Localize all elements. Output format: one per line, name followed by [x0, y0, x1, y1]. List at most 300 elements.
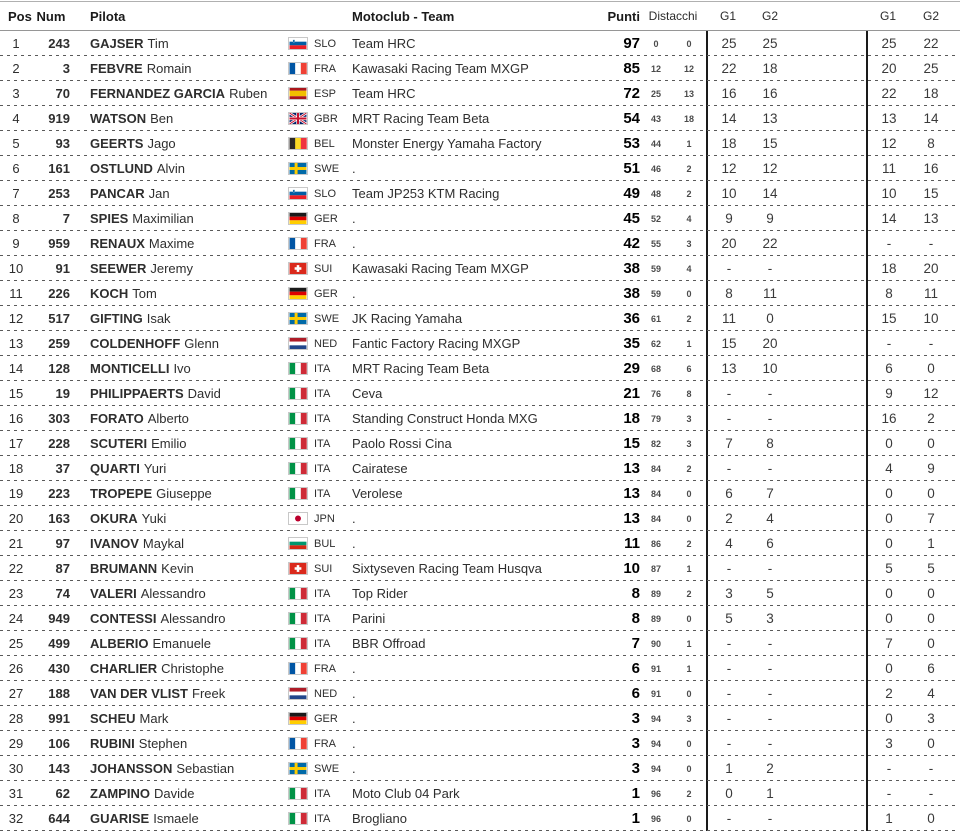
- table-row: [0, 731, 960, 756]
- table-row: [0, 631, 960, 656]
- rider-name-cell: [70, 581, 288, 606]
- gap-to-previous-cell: 4: [686, 213, 692, 224]
- mid-spacer: [790, 481, 866, 506]
- gap-to-previous-cell: 2: [686, 538, 692, 549]
- team-cell: Parini: [352, 611, 386, 626]
- table-row: [0, 206, 960, 231]
- points-cell: 7: [631, 635, 640, 652]
- race1-gp2-points-cell: 5: [866, 556, 910, 581]
- race1-points-cell: 7: [706, 431, 750, 456]
- gap-to-leader-cell: 76: [650, 388, 661, 399]
- race2-points-cell: 5: [766, 586, 774, 601]
- header-punti: Punti: [607, 8, 640, 24]
- country-code: SWE: [314, 762, 340, 775]
- rider-surname: SEEWER: [90, 261, 147, 276]
- gap-to-previous-cell: 2: [686, 313, 692, 324]
- race2-gp2-points-cell: 12: [923, 386, 939, 401]
- rider-surname: OSTLUND: [90, 161, 153, 176]
- race1-gp2-points-cell: 0: [866, 481, 910, 506]
- points-cell: 85: [623, 60, 640, 77]
- race2-points-cell: -: [767, 461, 773, 476]
- gap-to-previous-cell: 2: [686, 163, 692, 174]
- header-team: Motoclub - Team: [352, 8, 455, 24]
- rider-name-cell: [70, 431, 288, 456]
- slo-flag-icon: [288, 31, 310, 56]
- race1-gp2-points-cell: 7: [866, 631, 910, 656]
- team-cell: MRT Racing Team Beta: [352, 361, 490, 376]
- country-code: ITA: [314, 462, 331, 475]
- mid-spacer: [790, 706, 866, 731]
- race1-gp2-points-cell: 0: [866, 581, 910, 606]
- jpn-flag-icon: [288, 506, 310, 531]
- position-cell: 16: [8, 411, 24, 426]
- rider-name-cell: [70, 406, 288, 431]
- rider-firstname: Jeremy: [150, 261, 193, 276]
- position-cell: 7: [12, 186, 20, 201]
- rider-firstname: Maxime: [148, 236, 195, 251]
- race-number-cell: 74: [55, 586, 70, 601]
- gap-to-leader-cell: 84: [650, 463, 661, 474]
- race2-gp2-points-cell: 9: [927, 461, 935, 476]
- team-cell: .: [352, 161, 356, 176]
- mid-spacer: [790, 631, 866, 656]
- rider-firstname: Alvin: [156, 161, 186, 176]
- team-cell: JK Racing Yamaha: [352, 311, 463, 326]
- position-cell: 6: [12, 161, 20, 176]
- race1-gp2-points-cell: 6: [866, 356, 910, 381]
- end-spacer: [952, 556, 960, 581]
- race2-points-cell: -: [767, 686, 773, 701]
- race-number-cell: 253: [48, 186, 70, 201]
- table-row: [0, 681, 960, 706]
- team-cell: Team HRC: [352, 86, 416, 101]
- country-code: ITA: [314, 412, 331, 425]
- race-number-cell: 128: [48, 361, 70, 376]
- rider-name-cell: [70, 331, 288, 356]
- gap-to-leader-cell: 86: [650, 538, 661, 549]
- swe-flag-icon: [288, 156, 310, 181]
- mid-spacer: [790, 106, 866, 131]
- end-spacer: [952, 581, 960, 606]
- rider-firstname: Alessandro: [140, 586, 206, 601]
- mid-spacer: [790, 206, 866, 231]
- rider-name-cell: [70, 681, 288, 706]
- race1-gp2-points-cell: 9: [866, 381, 910, 406]
- race1-points-cell: -: [706, 806, 750, 831]
- table-row: [0, 306, 960, 331]
- race1-gp2-points-cell: 0: [866, 706, 910, 731]
- mid-spacer: [790, 281, 866, 306]
- rider-firstname: Stephen: [138, 736, 188, 751]
- mid-spacer: [790, 556, 866, 581]
- fra-flag-icon: [288, 656, 310, 681]
- race1-points-cell: 12: [706, 156, 750, 181]
- race2-points-cell: 9: [766, 211, 774, 226]
- table-row: [0, 256, 960, 281]
- rider-firstname: Romain: [146, 61, 192, 76]
- race2-points-cell: 11: [762, 286, 777, 301]
- gap-to-leader-cell: 91: [650, 688, 661, 699]
- country-code: FRA: [314, 62, 336, 75]
- team-cell: .: [352, 211, 356, 226]
- mid-spacer: [790, 381, 866, 406]
- gap-to-leader-cell: 96: [650, 788, 661, 799]
- gap-to-leader-cell: 0: [653, 38, 659, 49]
- team-cell: Paolo Rossi Cina: [352, 436, 452, 451]
- race-number-cell: 644: [48, 811, 70, 826]
- race1-gp2-points-cell: 0: [866, 606, 910, 631]
- rider-surname: COLDENHOFF: [90, 336, 181, 351]
- mid-spacer: [790, 431, 866, 456]
- position-cell: 25: [8, 636, 24, 651]
- rider-surname: BRUMANN: [90, 561, 158, 576]
- rider-surname: JOHANSSON: [90, 761, 173, 776]
- country-code: SUI: [314, 562, 333, 575]
- gap-to-leader-cell: 87: [650, 563, 661, 574]
- team-cell: Kawasaki Racing Team MXGP: [352, 61, 529, 76]
- gap-to-previous-cell: 2: [686, 188, 692, 199]
- gap-to-previous-cell: 13: [683, 88, 694, 99]
- race1-gp2-points-cell: -: [866, 231, 910, 256]
- gap-to-previous-cell: 1: [686, 138, 692, 149]
- race1-gp2-points-cell: 0: [866, 531, 910, 556]
- gap-to-leader-cell: 94: [650, 738, 661, 749]
- position-cell: 5: [12, 136, 20, 151]
- race-number-cell: 430: [48, 661, 70, 676]
- race2-gp2-points-cell: -: [928, 786, 934, 801]
- ger-flag-icon: [288, 281, 310, 306]
- table-row: [0, 481, 960, 506]
- country-code: GER: [314, 712, 338, 725]
- rider-surname: GUARISE: [90, 811, 150, 826]
- points-cell: 6: [631, 660, 640, 677]
- points-cell: 15: [623, 435, 640, 452]
- rider-firstname: Maykal: [142, 536, 185, 551]
- race-number-cell: 62: [55, 786, 70, 801]
- team-cell: .: [352, 686, 356, 701]
- race-number-cell: 303: [48, 411, 70, 426]
- race2-gp2-points-cell: 1: [927, 536, 935, 551]
- position-cell: 17: [8, 436, 24, 451]
- gap-to-leader-cell: 48: [650, 188, 661, 199]
- team-cell: .: [352, 761, 356, 776]
- gap-to-leader-cell: 94: [650, 713, 661, 724]
- position-cell: 3: [12, 86, 20, 101]
- position-cell: 12: [8, 311, 24, 326]
- rider-surname: WATSON: [90, 111, 147, 126]
- points-cell: 38: [623, 260, 640, 277]
- race1-points-cell: -: [706, 631, 750, 656]
- position-cell: 15: [8, 386, 24, 401]
- race2-gp2-points-cell: 0: [927, 811, 935, 826]
- position-cell: 28: [8, 711, 24, 726]
- country-code: ITA: [314, 387, 331, 400]
- race1-gp2-points-cell: 0: [866, 431, 910, 456]
- table-row: [0, 156, 960, 181]
- country-code: GER: [314, 287, 338, 300]
- race1-points-cell: 18: [706, 131, 750, 156]
- rider-firstname: Emanuele: [152, 636, 212, 651]
- rider-name-cell: [70, 806, 288, 831]
- rider-surname: FERNANDEZ GARCIA: [90, 86, 226, 101]
- rider-firstname: Isak: [146, 311, 171, 326]
- race1-points-cell: 8: [706, 281, 750, 306]
- race2-gp2-points-cell: 5: [927, 561, 935, 576]
- gap-to-leader-cell: 52: [650, 213, 661, 224]
- gap-to-previous-cell: 18: [683, 113, 694, 124]
- race2-gp2-points-cell: 11: [923, 286, 938, 301]
- team-cell: Brogliano: [352, 811, 407, 826]
- race-number-cell: 226: [48, 286, 70, 301]
- team-cell: Sixtyseven Racing Team Husqva: [352, 561, 542, 576]
- rider-firstname: Sebastian: [176, 761, 235, 776]
- end-spacer: [952, 231, 960, 256]
- rider-surname: GIFTING: [90, 311, 143, 326]
- country-code: ITA: [314, 362, 331, 375]
- race1-points-cell: 14: [706, 106, 750, 131]
- gap-to-previous-cell: 1: [686, 663, 692, 674]
- points-cell: 51: [623, 160, 640, 177]
- gap-to-leader-cell: 79: [650, 413, 661, 424]
- race-number-cell: 499: [48, 636, 70, 651]
- team-cell: Moto Club 04 Park: [352, 786, 460, 801]
- rider-firstname: Mark: [139, 711, 169, 726]
- bel-flag-icon: [288, 131, 310, 156]
- race2-points-cell: 12: [762, 161, 778, 176]
- race2-points-cell: 25: [762, 36, 778, 51]
- gap-to-previous-cell: 2: [686, 788, 692, 799]
- race1-points-cell: 9: [706, 206, 750, 231]
- gap-to-previous-cell: 0: [686, 38, 692, 49]
- end-spacer: [952, 406, 960, 431]
- race-number-cell: 223: [48, 486, 70, 501]
- race1-gp2-points-cell: 1: [866, 806, 910, 831]
- header-pos: Pos: [8, 8, 32, 24]
- race1-gp2-points-cell: 20: [866, 56, 910, 81]
- rider-name-cell: [70, 706, 288, 731]
- race1-points-cell: 2: [706, 506, 750, 531]
- country-code: GBR: [314, 112, 338, 125]
- gbr-flag-icon: [288, 106, 310, 131]
- rider-surname: ZAMPINO: [90, 786, 150, 801]
- table-row: [0, 181, 960, 206]
- end-spacer: [952, 756, 960, 781]
- table-row: [0, 81, 960, 106]
- table-row: [0, 756, 960, 781]
- race1-gp2-points-cell: 0: [866, 506, 910, 531]
- race2-gp2-points-cell: 3: [927, 711, 935, 726]
- position-cell: 21: [8, 536, 24, 551]
- gap-to-leader-cell: 59: [650, 263, 661, 274]
- rider-firstname: Ivo: [173, 361, 191, 376]
- end-spacer: [952, 181, 960, 206]
- rider-firstname: Maximilian: [132, 211, 194, 226]
- table-row: [0, 281, 960, 306]
- race2-points-cell: -: [767, 636, 773, 651]
- race2-gp2-points-cell: 0: [927, 361, 935, 376]
- table-row: [0, 606, 960, 631]
- race2-points-cell: -: [767, 261, 773, 276]
- race1-points-cell: 0: [706, 781, 750, 806]
- gap-to-previous-cell: 0: [686, 513, 692, 524]
- team-cell: Verolese: [352, 486, 403, 501]
- table-row: [0, 706, 960, 731]
- rider-surname: PANCAR: [90, 186, 145, 201]
- header-flag-spacer: [288, 2, 310, 30]
- points-cell: 97: [623, 35, 640, 52]
- race2-points-cell: 7: [766, 486, 774, 501]
- mid-spacer: [790, 781, 866, 806]
- ger-flag-icon: [288, 206, 310, 231]
- gap-to-leader-cell: 82: [650, 438, 661, 449]
- rider-name-cell: [70, 81, 288, 106]
- mid-spacer: [790, 756, 866, 781]
- team-cell: .: [352, 511, 356, 526]
- race2-gp2-points-cell: 0: [927, 736, 935, 751]
- esp-flag-icon: [288, 81, 310, 106]
- country-code: SUI: [314, 262, 333, 275]
- race1-points-cell: 5: [706, 606, 750, 631]
- ita-flag-icon: [288, 631, 310, 656]
- gap-to-previous-cell: 3: [686, 238, 692, 249]
- gap-to-leader-cell: 46: [650, 163, 661, 174]
- team-cell: Team JP253 KTM Racing: [352, 186, 500, 201]
- rider-surname: TROPEPE: [90, 486, 153, 501]
- race2-points-cell: 10: [762, 361, 778, 376]
- rider-firstname: Ismaele: [153, 811, 199, 826]
- gap-to-leader-cell: 90: [650, 638, 661, 649]
- end-spacer: [952, 256, 960, 281]
- race-number-cell: 7: [62, 211, 70, 226]
- header-num: Num: [36, 8, 66, 24]
- position-cell: 19: [8, 486, 24, 501]
- gap-to-previous-cell: 0: [686, 613, 692, 624]
- gap-to-leader-cell: 94: [650, 763, 661, 774]
- table-row: [0, 806, 960, 831]
- race2-points-cell: -: [767, 561, 773, 576]
- header-gap-spacer: [790, 2, 866, 30]
- points-cell: 3: [631, 710, 640, 727]
- ita-flag-icon: [288, 356, 310, 381]
- team-cell: Cairatese: [352, 461, 408, 476]
- gap-to-leader-cell: 12: [650, 63, 661, 74]
- end-spacer: [952, 131, 960, 156]
- end-spacer: [952, 156, 960, 181]
- points-cell: 13: [623, 485, 640, 502]
- points-cell: 29: [623, 360, 640, 377]
- country-code: ITA: [314, 587, 331, 600]
- race2-gp2-points-cell: 16: [923, 161, 939, 176]
- country-code: BEL: [314, 137, 335, 150]
- race-number-cell: 37: [55, 461, 70, 476]
- mid-spacer: [790, 606, 866, 631]
- race1-points-cell: -: [706, 681, 750, 706]
- race2-points-cell: 3: [766, 611, 774, 626]
- race-number-cell: 70: [55, 86, 70, 101]
- race2-points-cell: 18: [762, 61, 778, 76]
- rider-name-cell: [70, 31, 288, 56]
- rider-firstname: Giuseppe: [156, 486, 212, 501]
- rider-firstname: Yuki: [141, 511, 167, 526]
- end-spacer: [952, 331, 960, 356]
- race1-gp2-points-cell: 16: [866, 406, 910, 431]
- sui-flag-icon: [288, 556, 310, 581]
- swe-flag-icon: [288, 306, 310, 331]
- fra-flag-icon: [288, 231, 310, 256]
- gap-to-previous-cell: 3: [686, 438, 692, 449]
- rider-name-cell: [70, 456, 288, 481]
- ita-flag-icon: [288, 381, 310, 406]
- end-spacer: [952, 506, 960, 531]
- race2-points-cell: 22: [762, 236, 778, 251]
- gap-to-previous-cell: 0: [686, 763, 692, 774]
- position-cell: 26: [8, 661, 24, 676]
- country-code: FRA: [314, 737, 336, 750]
- rider-name-cell: [70, 156, 288, 181]
- points-cell: 53: [623, 135, 640, 152]
- points-cell: 72: [623, 85, 640, 102]
- mid-spacer: [790, 731, 866, 756]
- position-cell: 27: [8, 686, 24, 701]
- race1-gp2-points-cell: 22: [866, 81, 910, 106]
- position-cell: 20: [8, 511, 24, 526]
- race2-points-cell: -: [767, 736, 773, 751]
- race2-points-cell: 13: [762, 111, 778, 126]
- position-cell: 11: [9, 286, 23, 301]
- race-number-cell: 106: [48, 736, 70, 751]
- country-code: ITA: [314, 812, 331, 825]
- race1-gp2-points-cell: 8: [866, 281, 910, 306]
- position-cell: 10: [8, 261, 24, 276]
- points-cell: 54: [623, 110, 640, 127]
- race2-points-cell: 2: [766, 761, 774, 776]
- country-code: SLO: [314, 187, 337, 200]
- rider-name-cell: [70, 231, 288, 256]
- race2-gp2-points-cell: 0: [927, 636, 935, 651]
- points-cell: 21: [623, 385, 640, 402]
- table-row: [0, 556, 960, 581]
- mid-spacer: [790, 156, 866, 181]
- position-cell: 22: [8, 561, 24, 576]
- rider-firstname: Christophe: [161, 661, 225, 676]
- rider-name-cell: [70, 781, 288, 806]
- mid-spacer: [790, 31, 866, 56]
- table-row: [0, 506, 960, 531]
- race1-points-cell: -: [706, 456, 750, 481]
- race-number-cell: 19: [55, 386, 70, 401]
- table-row: [0, 431, 960, 456]
- race2-gp2-points-cell: 25: [923, 61, 939, 76]
- rider-name-cell: [70, 306, 288, 331]
- race1-gp2-points-cell: 0: [866, 656, 910, 681]
- rider-name-cell: [70, 56, 288, 81]
- race2-gp2-points-cell: 6: [927, 661, 935, 676]
- table-row: [0, 331, 960, 356]
- position-cell: 29: [8, 736, 24, 751]
- position-cell: 1: [12, 36, 20, 51]
- mid-spacer: [790, 306, 866, 331]
- gap-to-previous-cell: 12: [683, 63, 694, 74]
- end-spacer: [952, 106, 960, 131]
- race1-points-cell: 10: [706, 181, 750, 206]
- race2-gp2-points-cell: 4: [927, 686, 935, 701]
- race1-gp2-points-cell: 11: [866, 156, 910, 181]
- gap-to-previous-cell: 0: [686, 288, 692, 299]
- race2-gp2-points-cell: 8: [927, 136, 935, 151]
- gap-to-previous-cell: 1: [686, 338, 692, 349]
- rider-name-cell: [70, 556, 288, 581]
- team-cell: .: [352, 736, 356, 751]
